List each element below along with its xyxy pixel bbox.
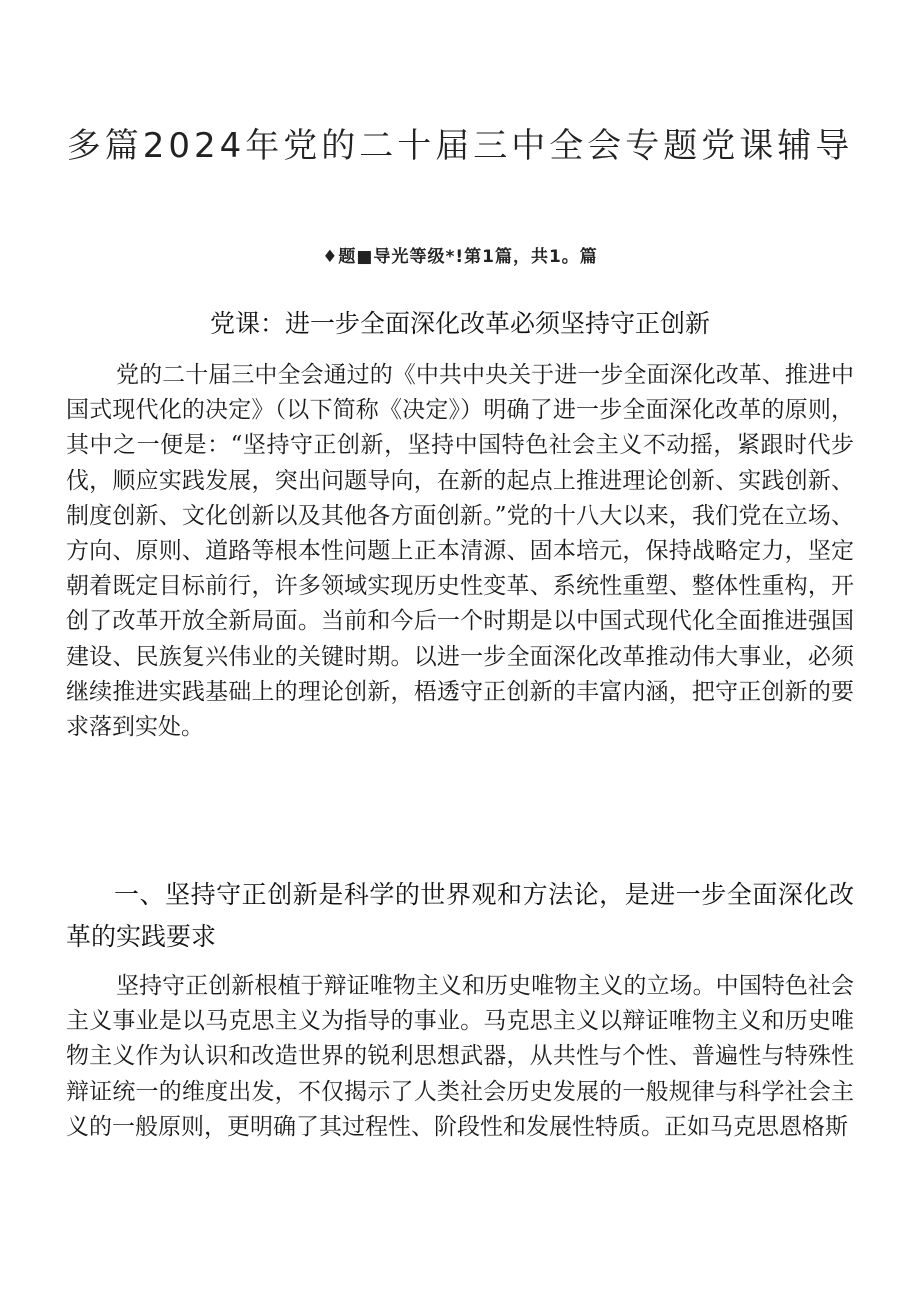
section-title: 党课：进一步全面深化改革必须坚持守正创新 [209, 309, 710, 338]
heading-part-one: 一、坚持守正创新是科学的世界观和方法论，是进一步全面深化改革的实践要求 [66, 880, 854, 951]
document-meta-line: ♦题■导光等级*!第1篇，共1。篇 [322, 247, 598, 267]
document-title: 多篇2024年党的二十届三中全会专题党课辅导 [66, 126, 854, 166]
paragraph-intro: 党的二十届三中全会通过的《中共中央关于进一步全面深化改革、推进中国式现代化的决定》（以下简称《决定》）明确了进一步全面深化改革的原则，其中之一便是：“坚持守正创新，坚持中国特色社会主义不动摇，紧跟时代步伐，顺应实践发展，突出问题导向，在新的起点上推进理论创新、实践创新、制度创新、文化创新以及其他各方面创新。”党的十八大以来，我们党在立场、方向、原则、道路等根本性问题上正本清源、固本培元，保持战略定力，坚定朝着既定目标前行，许多领域实现历史性变革、系统性重塑、整体性重构，开创了改革开放全新局面。当前和今后一个时期是以中国式现代化全面推进强国建设、民族复兴伟业的关键时期。以进一步全面深化改革推动伟大事业，必须继续推进实践基础上的理论创新，梧透守正创新的丰富内涵，把守正创新的要求落到实处。 [66, 362, 854, 741]
paragraph-part-one: 坚持守正创新根植于辩证唯物主义和历史唯物主义的立场。中国特色社会主义事业是以马克思主义为指导的事业。马克思主义以辩证唯物主义和历史唯物主义作为认识和改造世界的锐利思想武器，从共性与个性、普遍性与特殊性辩证统一的维度出发，不仅揭示了人类社会历史发展的一般规律与科学社会主义的一般原则，更明确了其过程性、阶段性和发展性特质。正如马克思恩格斯 [66, 973, 854, 1140]
